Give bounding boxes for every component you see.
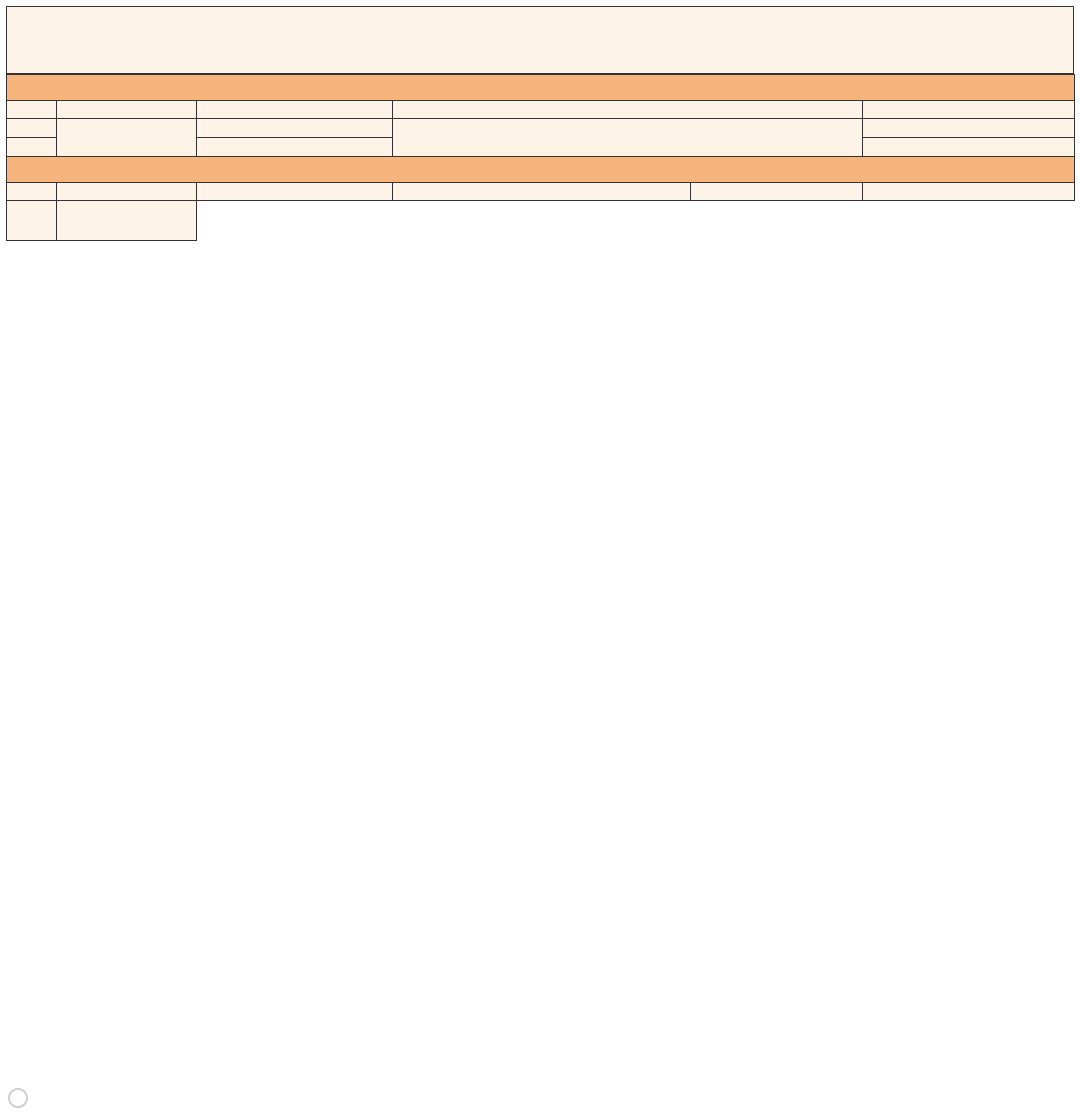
header-content <box>393 183 691 201</box>
schedule-sheet <box>6 6 1074 241</box>
title-box <box>6 6 1074 74</box>
table-row <box>7 75 1075 101</box>
consult-place <box>863 138 1075 157</box>
session-times <box>57 201 197 241</box>
schedule-table <box>6 74 1075 241</box>
consult-place <box>863 119 1075 138</box>
header-teacher <box>691 183 863 201</box>
watermark <box>8 1084 32 1108</box>
consult-time <box>57 119 197 157</box>
header-content <box>393 101 863 119</box>
table-row <box>7 119 1075 138</box>
header-time <box>57 101 197 119</box>
header-no <box>7 101 57 119</box>
table-row <box>7 101 1075 119</box>
row-number <box>7 138 57 157</box>
table-row <box>7 183 1075 201</box>
header-place <box>863 183 1075 201</box>
consult-content <box>393 119 863 157</box>
consult-topic <box>197 138 393 157</box>
page-title <box>7 7 1073 15</box>
header-subject <box>197 183 393 201</box>
table-row <box>7 201 1075 241</box>
row-number <box>7 119 57 138</box>
row-number <box>7 201 57 241</box>
section-title-courses <box>7 157 1075 183</box>
consult-topic <box>197 119 393 138</box>
header-no <box>7 183 57 201</box>
table-row <box>7 157 1075 183</box>
header-topic <box>197 101 393 119</box>
section-title-consult <box>7 75 1075 101</box>
header-place <box>863 101 1075 119</box>
header-time <box>57 183 197 201</box>
watermark-logo-icon <box>8 1088 28 1108</box>
